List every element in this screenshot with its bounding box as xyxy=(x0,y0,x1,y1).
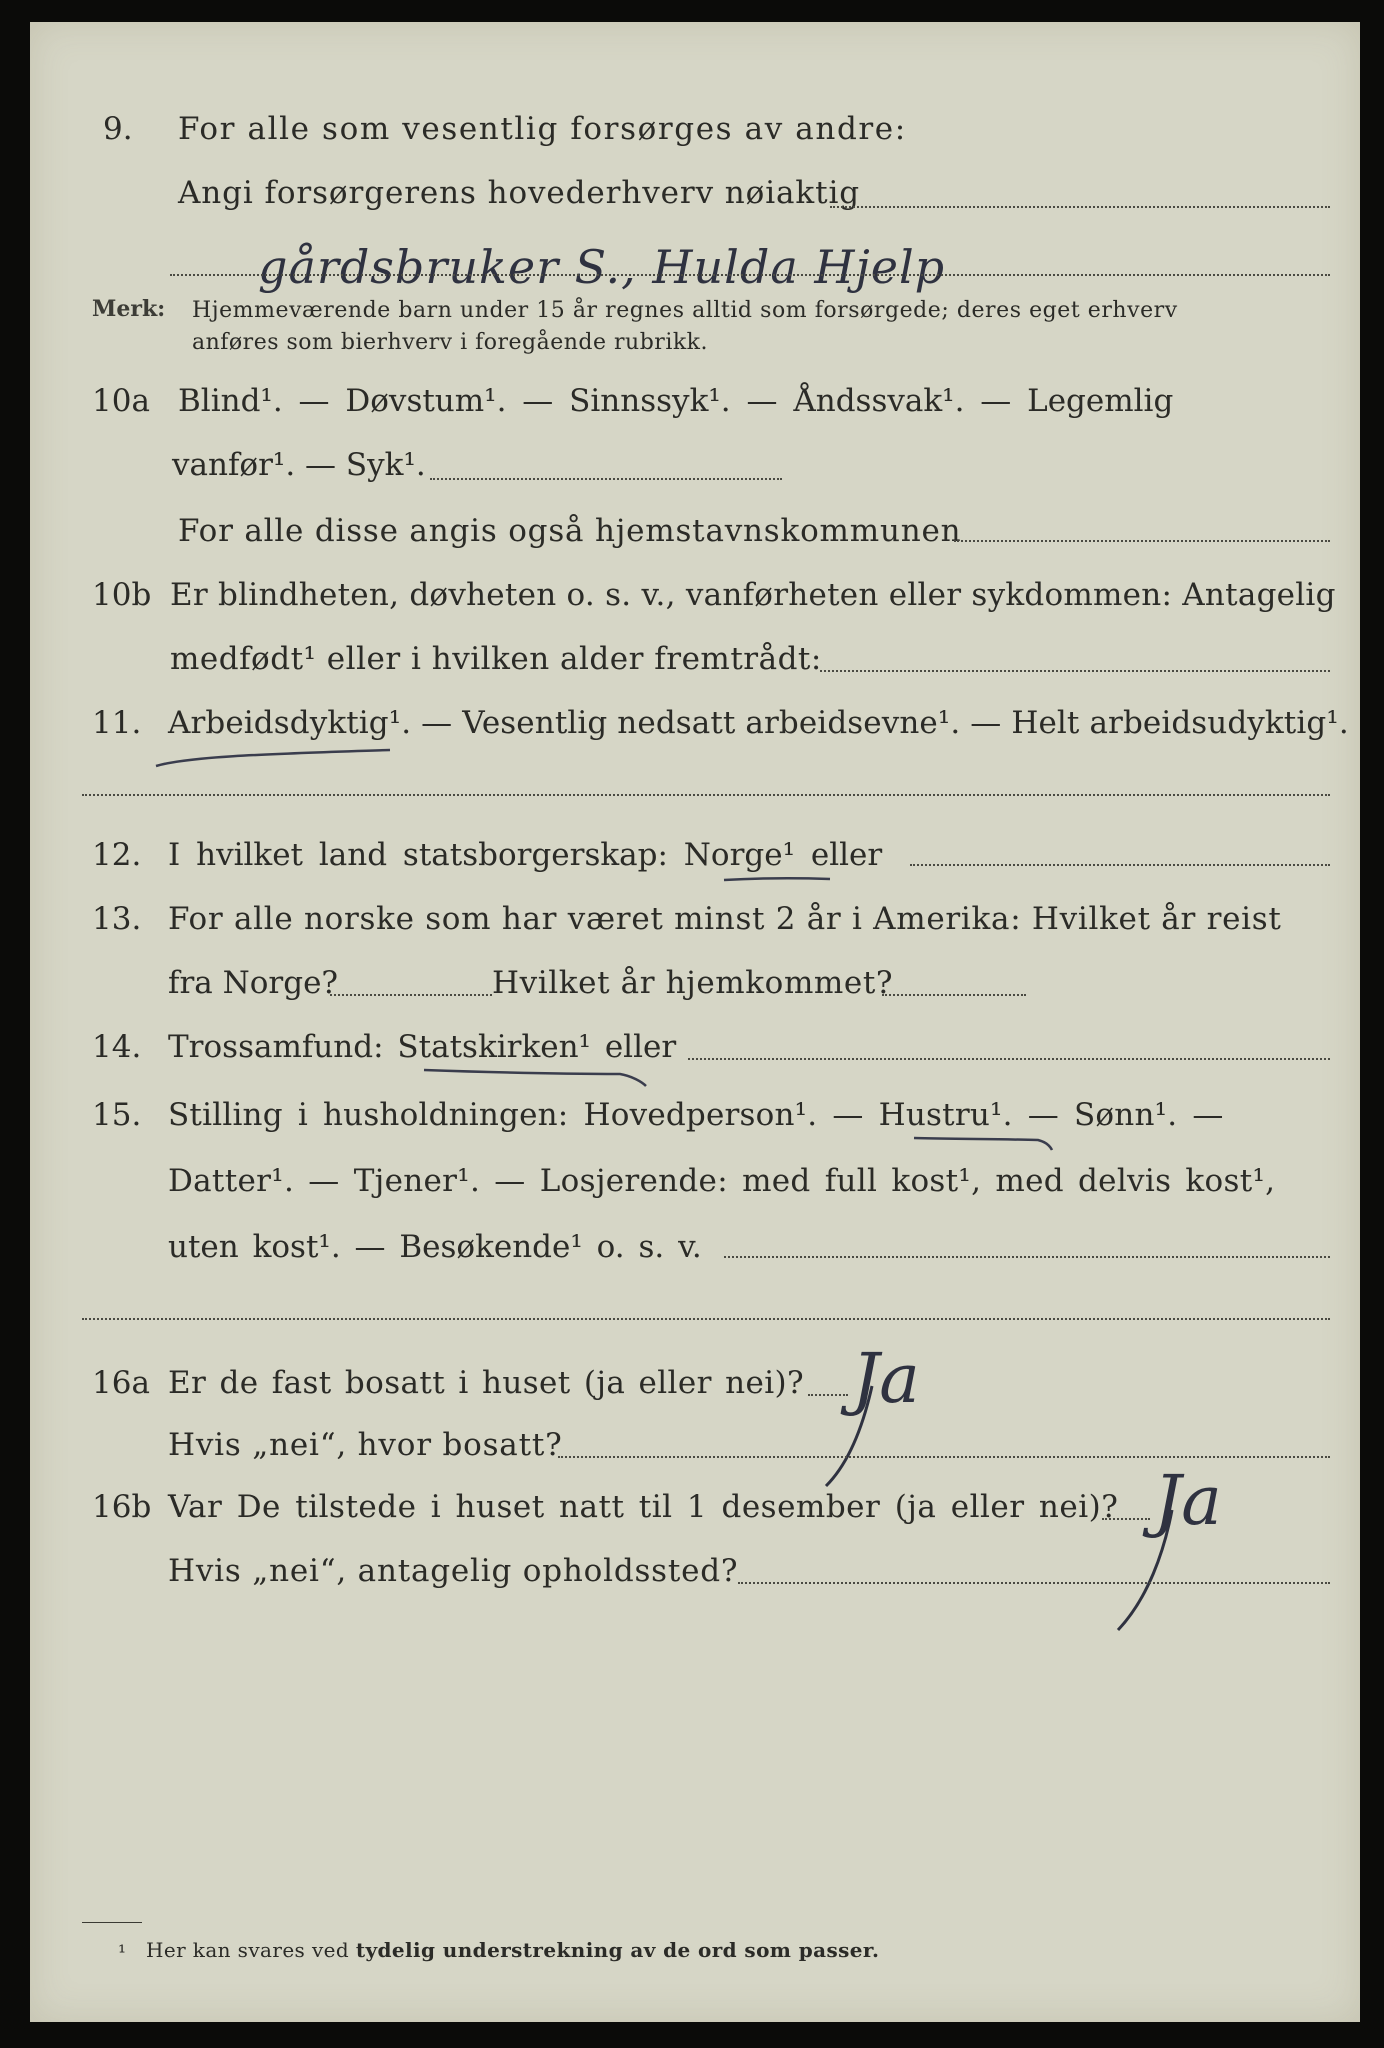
q16b-opholdssted-line xyxy=(738,1582,1330,1584)
q10a-kommune-line xyxy=(954,540,1330,542)
q16a-pen-stroke xyxy=(820,1382,880,1492)
q16a-line1: Er de fast bosatt i huset (ja eller nei)? xyxy=(168,1365,805,1401)
footnote-text-bold: tydelig understrekning av de ord som passer. xyxy=(355,1938,880,1962)
q13-line2a: fra Norge? xyxy=(168,965,339,1001)
q10a-line2: vanfør¹. — Syk¹. xyxy=(172,447,426,483)
q11-answer-line xyxy=(82,794,1330,796)
q13-hjemkommet-line xyxy=(882,994,1026,996)
q9-answer-line xyxy=(170,274,1330,276)
q13-line2b: Hvilket år hjemkommet? xyxy=(492,965,894,1001)
q10b-number: 10b xyxy=(92,577,152,613)
q15-line3: uten kost¹. — Besøkende¹ o. s. v. xyxy=(168,1229,702,1265)
q12-answer-line xyxy=(910,864,1330,866)
q15-extra-line xyxy=(82,1318,1330,1320)
census-form-page xyxy=(30,22,1360,2022)
q11-line1: Arbeidsdyktig¹. — Vesentlig nedsatt arbeidsevne¹. — Helt arbeidsudyktig¹. xyxy=(168,705,1349,741)
q16a-handwritten-answer: Ja xyxy=(852,1340,920,1419)
q16b-pen-stroke xyxy=(1110,1506,1180,1636)
q12-underline-mark xyxy=(720,870,840,890)
footnote-mark: ¹ xyxy=(118,1940,127,1964)
q14-underline-mark xyxy=(420,1062,660,1090)
footnote-text-plain: Her kan svares ved xyxy=(146,1938,350,1962)
q9-number: 9. xyxy=(103,111,133,147)
q14-answer-line xyxy=(688,1058,1330,1060)
q12-line1: I hvilket land statsborgerskap: Norge¹ eller xyxy=(168,837,883,873)
q10a-number: 10a xyxy=(92,383,150,419)
q9-handwritten-answer: gårdsbruker S., Hulda Hjelp xyxy=(258,240,946,294)
q16a-number: 16a xyxy=(92,1365,150,1401)
q15-underline-mark xyxy=(910,1130,1060,1156)
q9-answer-line-top xyxy=(830,206,1330,208)
q12-number: 12. xyxy=(92,837,142,873)
q13-number: 13. xyxy=(92,901,142,937)
q9-line2: Angi forsørgerens hovederhverv nøiaktig xyxy=(178,175,861,211)
q15-number: 15. xyxy=(92,1097,142,1133)
q10b-answer-line xyxy=(820,670,1330,672)
q15-answer-line xyxy=(724,1256,1330,1258)
q14-line1: Trossamfund: Statskirken¹ eller xyxy=(168,1029,677,1065)
q10b-line2: medfødt¹ eller i hvilken alder fremtrådt: xyxy=(170,641,822,677)
q16b-number: 16b xyxy=(92,1489,152,1525)
q10a-line1: Blind¹. — Døvstum¹. — Sinnssyk¹. — Åndssvak¹. — Legemlig xyxy=(178,383,1174,419)
merk-line2: anføres som bierhverv i foregående rubrikk. xyxy=(192,330,709,355)
q11-number: 11. xyxy=(92,705,142,741)
q13-line1: For alle norske som har været minst 2 år i Amerika: Hvilket år reist xyxy=(168,901,1282,937)
q10a-syk-line xyxy=(430,478,782,480)
q16a-line2: Hvis „nei“, hvor bosatt? xyxy=(168,1427,563,1463)
q16b-line2: Hvis „nei“, antagelig opholdssted? xyxy=(168,1553,739,1589)
footnote-text xyxy=(146,1940,879,1960)
q16a-bosatt-line xyxy=(558,1456,1330,1458)
merk-label: Merk: xyxy=(92,296,166,322)
q11-underline-mark xyxy=(150,738,410,778)
footnote-rule xyxy=(82,1922,142,1923)
q10b-line1: Er blindheten, døvheten o. s. v., vanførheten eller sykdommen: Antagelig xyxy=(170,577,1336,613)
q13-reist-line xyxy=(330,994,492,996)
q14-number: 14. xyxy=(92,1029,142,1065)
q9-line1: For alle som vesentlig forsørges av andre: xyxy=(178,111,907,147)
q16b-line1: Var De tilstede i huset natt til 1 desember (ja eller nei)? xyxy=(168,1489,1119,1525)
q10a-line3: For alle disse angis også hjemstavnskommunen xyxy=(178,513,962,549)
merk-line1: Hjemmeværende barn under 15 år regnes alltid som forsørgede; deres eget erhverv xyxy=(192,298,1178,323)
q15-line2: Datter¹. — Tjener¹. — Losjerende: med full kost¹, med delvis kost¹, xyxy=(168,1163,1276,1199)
q15-line1: Stilling i husholdningen: Hovedperson¹. — Hustru¹. — Sønn¹. — xyxy=(168,1097,1224,1133)
q16b-handwritten-answer: Ja xyxy=(1154,1462,1222,1541)
